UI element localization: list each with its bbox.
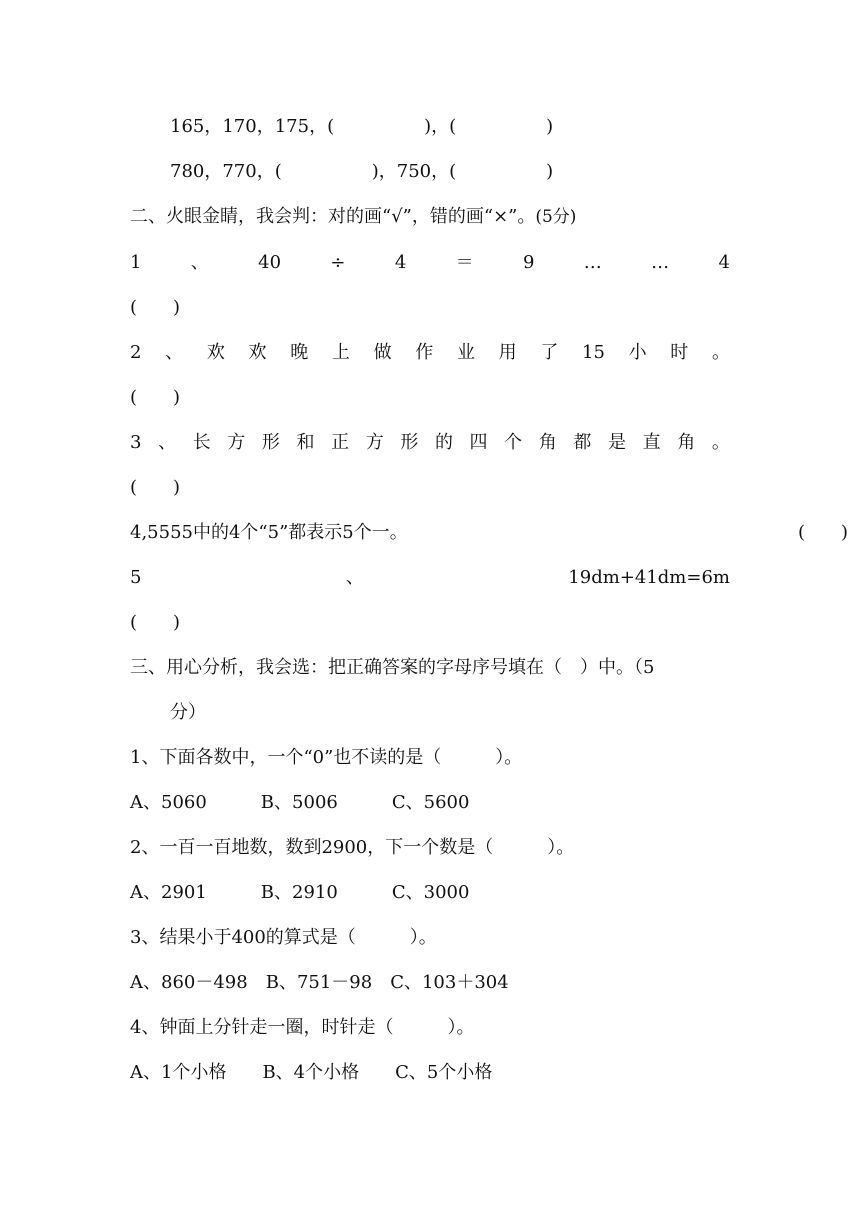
section3-q4: 4、钟面上分针走一圈，时针走（ ）。 <box>130 1017 475 1038</box>
q2-part: 欢 <box>248 342 267 363</box>
q2-part: 上 <box>331 342 350 363</box>
section3-q1: 1、下面各数中，一个“0”也不读的是（ ）。 <box>130 747 523 768</box>
q2-part: 小 <box>628 342 647 363</box>
q3-part: 四 <box>469 432 488 453</box>
section3-title-line1: 三、用心分析，我会选：把正确答案的字母序号填在（ ）中。（5 <box>130 657 655 678</box>
q3-part: 方 <box>227 432 246 453</box>
sequence-1: 165，170，175，( )，( ) <box>170 116 554 137</box>
q1-part: 40 <box>258 252 282 273</box>
section2-score: (5分) <box>535 207 577 227</box>
q2-part: 晚 <box>290 342 309 363</box>
q1-part: 、 <box>190 252 209 273</box>
section2-q2 <box>130 341 730 365</box>
q3-part: 、 <box>158 432 177 453</box>
q5-part: 5 <box>130 567 142 588</box>
q2-part: 时 <box>670 342 689 363</box>
q2-part: 了 <box>540 342 559 363</box>
q2-part: 、 <box>165 342 184 363</box>
q1-part: 4 <box>718 252 730 273</box>
q3-part: 方 <box>365 432 384 453</box>
q3-part: 形 <box>400 432 419 453</box>
q2-part: 作 <box>415 342 434 363</box>
q3-part: 形 <box>261 432 280 453</box>
section3-q2: 2、一百一百地数，数到2900，下一个数是（ ）。 <box>130 837 575 858</box>
q3-part: 长 <box>192 432 211 453</box>
q3-part: 。 <box>711 432 730 453</box>
q3-part: 角 <box>677 432 696 453</box>
q5-part: 、 <box>345 567 364 588</box>
section2-title-text: 二、火眼金睛，我会判：对的画“√”，错的画“×”。 <box>130 206 536 227</box>
q1-part: … <box>583 252 602 273</box>
section3-q2-options: A、2901 B、2910 C、3000 <box>130 882 470 903</box>
section2-q3 <box>130 431 730 455</box>
q3-part: 是 <box>607 432 626 453</box>
q1-part: ＝ <box>455 252 474 273</box>
q2-part: 业 <box>456 342 475 363</box>
q3-part: 都 <box>573 432 592 453</box>
q2-part: 欢 <box>206 342 225 363</box>
section2-q1-paren: ( ) <box>130 297 181 318</box>
q3-part: 角 <box>538 432 557 453</box>
section2-q3-paren: ( ) <box>130 477 181 498</box>
q3-part: 正 <box>331 432 350 453</box>
section2-q4-text: 4,5555中的4个“5”都表示5个一。 <box>130 522 408 543</box>
section3-q3-options: A、860－498 B、751－98 C、103＋304 <box>130 972 509 993</box>
q2-part: 做 <box>373 342 392 363</box>
section2-title <box>130 205 730 229</box>
q3-part: 的 <box>434 432 453 453</box>
q1-part: 4 <box>394 252 407 273</box>
section3-title-line2: 分） <box>170 702 206 723</box>
q2-part: 用 <box>498 342 517 363</box>
q3-part: 直 <box>642 432 661 453</box>
section2-q4 <box>130 521 849 545</box>
q1-part: 1 <box>130 252 142 273</box>
q2-part: 。 <box>711 342 730 363</box>
sequence-2: 780，770，( )，750，( ) <box>170 161 554 182</box>
q1-part: ÷ <box>330 252 346 273</box>
q1-part: 9 <box>522 252 535 273</box>
section3-q1-options: A、5060 B、5006 C、5600 <box>130 792 470 813</box>
q1-part: … <box>651 252 670 273</box>
section2-q5-paren: ( ) <box>130 612 181 633</box>
q3-part: 3 <box>130 432 142 453</box>
section3-q4-options: A、1个小格 B、4个小格 C、5个小格 <box>130 1062 493 1083</box>
section3-q3: 3、结果小于400的算式是（ ）。 <box>130 927 437 948</box>
q3-part: 和 <box>296 432 315 453</box>
q2-part: 2 <box>130 342 142 363</box>
q5-part: 19dm+41dm=6m <box>568 567 730 588</box>
section2-q4-paren: ( ) <box>798 522 849 543</box>
section2-q1 <box>130 251 730 275</box>
section2-q2-paren: ( ) <box>130 387 181 408</box>
q3-part: 个 <box>504 432 523 453</box>
q2-part: 15 <box>582 342 605 363</box>
section2-q5 <box>130 566 730 590</box>
